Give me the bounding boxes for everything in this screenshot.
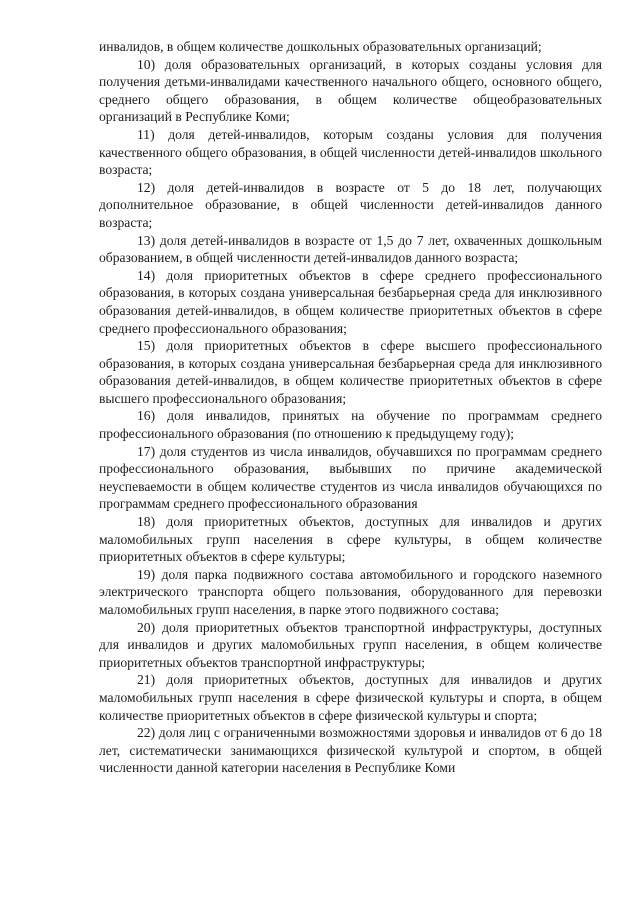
paragraph-item-14: 14) доля приоритетных объектов в сфере среднего профессионального образования, в которых создана универсальная безбарьерная среда для инклюзивного образования детей-инвалидов, в общем количестве приоритетных объектов в сфере среднего профессионального образования;: [99, 267, 602, 336]
paragraph-continuation: инвалидов, в общем количестве дошкольных образовательных организаций;: [99, 39, 542, 54]
paragraph-item-21: 21) доля приоритетных объектов, доступных для инвалидов и других маломобильных групп населения в сфере физической культуры и спорта, в общем количестве приоритетных объектов в сфере физической культуры и спорта;: [99, 672, 602, 723]
paragraph-item-18: 18) доля приоритетных объектов, доступных для инвалидов и других маломобильных групп населения в сфере культуры, в общем количестве приоритетных объектов в сфере культуры;: [99, 514, 602, 565]
paragraph-item-15: 15) доля приоритетных объектов в сфере высшего профессионального образования, в которых создана универсальная безбарьерная среда для инклюзивного образования детей-инвалидов, в общем количестве приоритетных объектов в сфере высшего профессионального образования;: [99, 338, 602, 406]
paragraph-item-22: 22) доля лиц с ограниченными возможностями здоровья и инвалидов от 6 до 18 лет, систематически занимающихся физической культурой и спортом, в общей численности данной категории населения в Республике Коми: [99, 725, 602, 776]
paragraph-item-10: 10) доля образовательных организаций, в которых созданы условия для получения детьми-инвалидами качественного начального общего, основного общего, среднего общего образования, в общем количестве общеобразовательных организаций в Республике Коми;: [99, 56, 602, 125]
paragraph-item-12: 12) доля детей-инвалидов в возрасте от 5 до 18 лет, получающих дополнительное образование, в общей численности детей-инвалидов данного возраста;: [99, 179, 602, 230]
paragraph-item-20: 20) доля приоритетных объектов транспортной инфраструктуры, доступных для инвалидов и других маломобильных групп населения, в общем количестве приоритетных объектов транспортной инфраструктуры;: [99, 619, 602, 670]
paragraph-item-13: 13) доля детей-инвалидов в возрасте от 1,5 до 7 лет, охваченных дошкольным образованием, в общей численности детей-инвалидов данного возраста;: [99, 232, 602, 266]
paragraph-item-17: 17) доля студентов из числа инвалидов, обучавшихся по программам среднего профессионального образования, выбывших по причине академической неуспеваемости в общем количестве студентов из числа инвалидов обучающихся по программам среднего профессионального образования: [99, 443, 602, 512]
paragraph-item-16: 16) доля инвалидов, принятых на обучение по программам среднего профессионального образования (по отношению к предыдущему году);: [99, 408, 602, 442]
paragraph-item-19: 19) доля парка подвижного состава автомобильного и городского наземного электрического транспорта общего пользования, оборудованного для перевозки маломобильных групп населения, в парке этого подвижного состава;: [99, 566, 602, 617]
paragraph-item-11: 11) доля детей-инвалидов, которым созданы условия для получения качественного общего образования, в общей численности детей-инвалидов школьного возраста;: [99, 126, 602, 178]
document-body: [99, 38, 602, 777]
